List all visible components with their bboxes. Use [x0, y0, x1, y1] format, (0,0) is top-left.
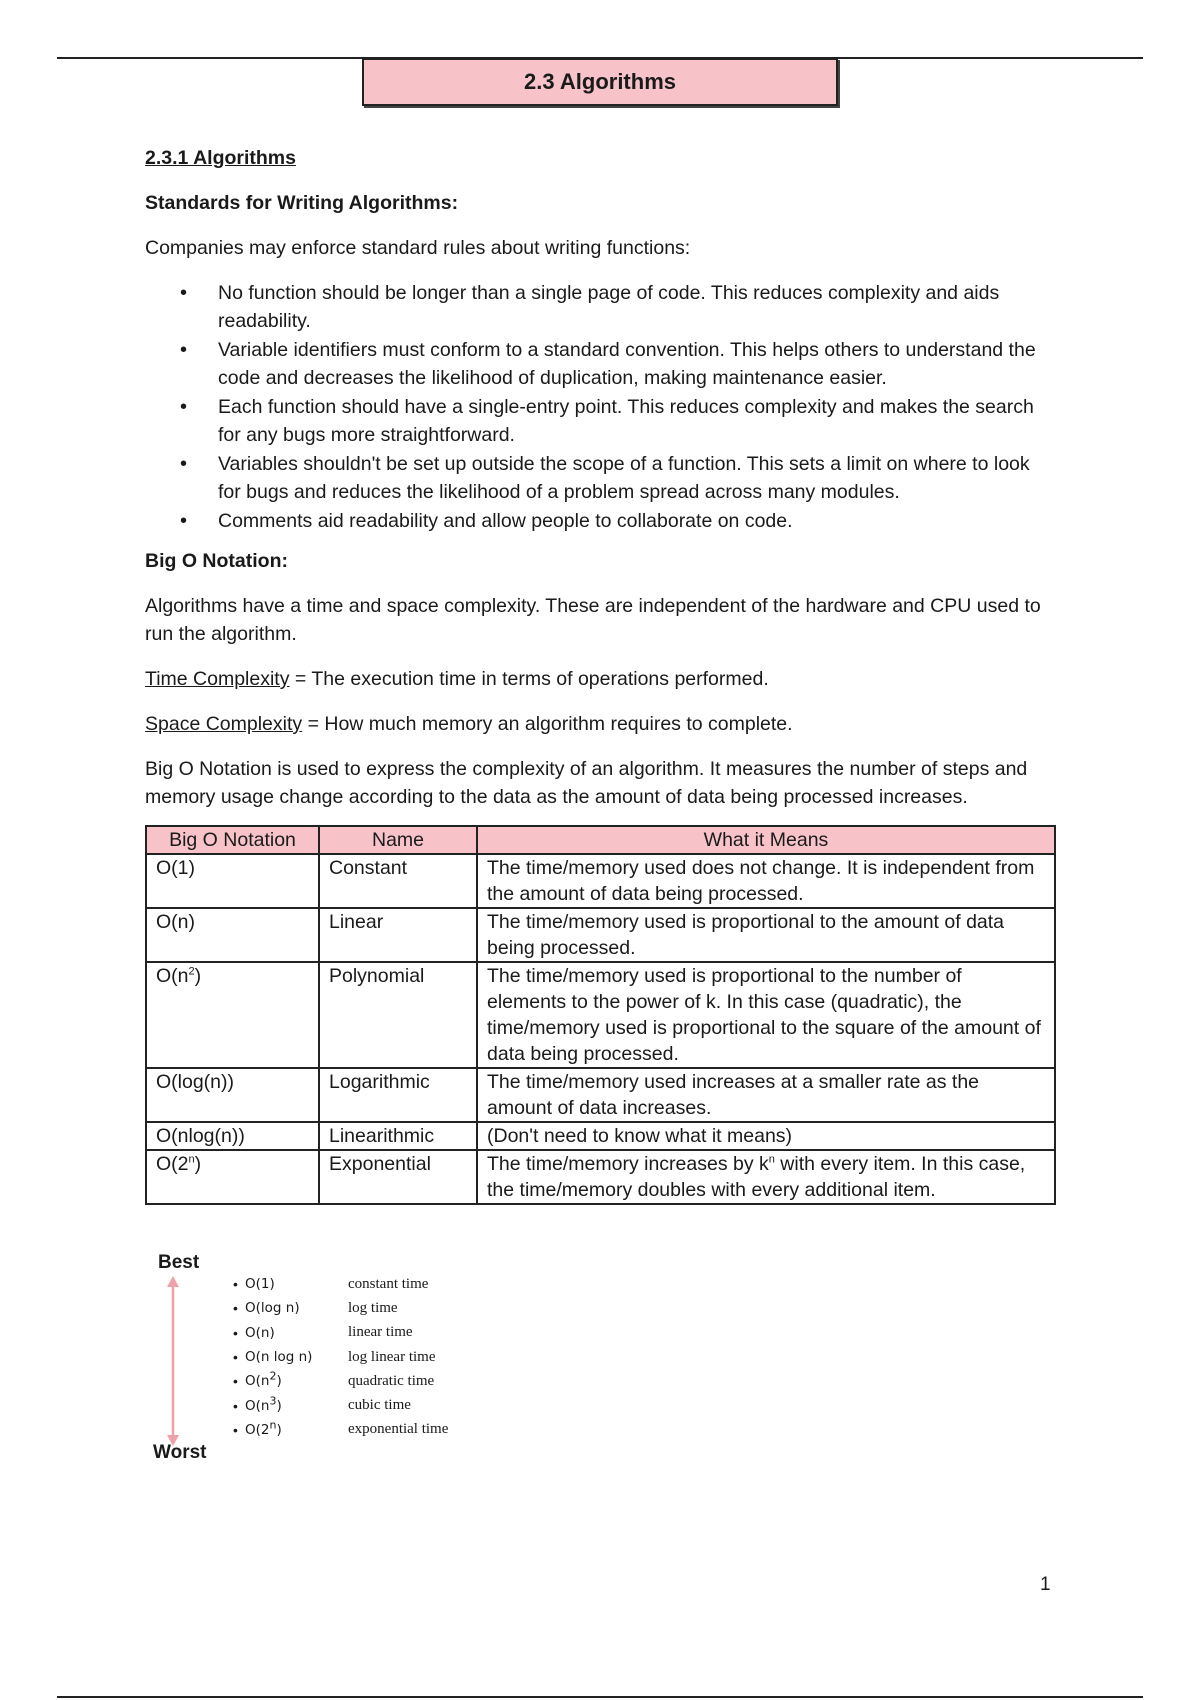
time-complexity-term: Time Complexity: [145, 668, 290, 690]
table-row: [146, 1122, 1055, 1150]
column-header: Name: [319, 826, 477, 854]
page-number: 1: [1040, 1574, 1051, 1595]
name-cell: Logarithmic: [319, 1068, 477, 1122]
standards-list: [145, 279, 1057, 535]
notation-cell: O(n): [146, 908, 319, 962]
list-item: • Each function should have a single-entry point. This reduces complexity and makes the search for any bugs more straightforward.: [218, 393, 1057, 449]
table-row: [146, 854, 1055, 908]
worst-label: Worst: [153, 1442, 207, 1463]
list-item: • O(log n) log time: [233, 1299, 398, 1317]
list-item: • Comments aid readability and allow people to collaborate on code.: [218, 507, 1057, 535]
list-item: • Variable identifiers must conform to a standard convention. This helps others to understand the code and decreases the likelihood of duplication, making maintenance easier.: [218, 336, 1057, 392]
list-item: • O(n) linear time: [233, 1324, 413, 1341]
notation-cell: O(1): [146, 854, 319, 908]
list-item: • No function should be longer than a single page of code. This reduces complexity and aids readability.: [218, 279, 1057, 335]
bigo-table: [145, 825, 1056, 1205]
column-header: What it Means: [477, 826, 1055, 854]
page-title: [362, 58, 838, 106]
table-header-row: [146, 826, 1055, 854]
name-cell: Linearithmic: [319, 1122, 477, 1150]
notation-cell: O(nlog(n)): [146, 1122, 319, 1150]
bottom-rule: [57, 1696, 1143, 1698]
list-item: • $O(n^3)$ cubic time: [233, 1394, 411, 1414]
document-body: [145, 144, 1057, 1205]
meaning-cell: The time/memory used increases at a smaller rate as the amount of data increases.: [477, 1068, 1055, 1122]
section-heading: 2.3.1 Algorithms: [145, 147, 296, 169]
table-row: [146, 908, 1055, 962]
table-row: [146, 1150, 1055, 1204]
best-worst-arrow-icon: [163, 1276, 193, 1446]
name-cell: Polynomial: [319, 962, 477, 1068]
list-item: • $O(n^2)$ quadratic time: [233, 1369, 435, 1390]
time-complexity-definition: [145, 665, 1057, 693]
notation-cell: $O(n^2)$: [146, 962, 319, 1068]
bigo-heading: Big O Notation:: [145, 550, 288, 572]
space-complexity-term: Space Complexity: [145, 713, 303, 735]
table-row: [146, 962, 1055, 1068]
notation-cell: O(log(n)): [146, 1068, 319, 1122]
best-label: Best: [158, 1252, 200, 1273]
name-cell: Exponential: [319, 1150, 477, 1204]
complexity-paragraph: Algorithms have a time and space complexity. These are independent of the hardware and CPU used to run the algorithm.: [145, 595, 1041, 645]
column-header: Big O Notation: [146, 826, 319, 854]
list-item: • O(n log n) log linear time: [233, 1348, 436, 1366]
space-complexity-text: = How much memory an algorithm requires to complete.: [302, 713, 793, 735]
name-cell: Linear: [319, 908, 477, 962]
meaning-cell: (Don't need to know what it means): [477, 1122, 1055, 1150]
bigo-paragraph: Big O Notation is used to express the complexity of an algorithm. It measures the number of steps and memory usage change according to the data as the amount of data being processed increases.: [145, 758, 1028, 808]
complexity-list: [233, 1272, 448, 1442]
list-item: • O(1) constant time: [233, 1275, 429, 1293]
notation-cell: O(2$^n$): [146, 1150, 319, 1204]
name-cell: Constant: [319, 854, 477, 908]
table-row: [146, 1068, 1055, 1122]
page-title-text: 2.3 Algorithms: [524, 69, 676, 94]
list-item: • Variables shouldn't be set up outside the scope of a function. This sets a limit on where to look for bugs and reduces the likelihood of a problem spread across many modules.: [218, 450, 1057, 506]
meaning-cell: The time/memory used does not change. It is independent from the amount of data being processed.: [477, 854, 1055, 908]
meaning-cell: The time/memory used is proportional to the amount of data being processed.: [477, 908, 1055, 962]
time-complexity-text: = The execution time in terms of operations performed.: [289, 668, 769, 690]
complexity-scale: [145, 1250, 545, 1470]
list-item: • O(2$^n$) exponential time: [233, 1418, 449, 1438]
meaning-cell: The time/memory increases by $k^n$ with every item. In this case, the time/memory doubles with every additional item.: [477, 1150, 1055, 1204]
standards-heading: Standards for Writing Algorithms:: [145, 192, 459, 214]
standards-intro: Companies may enforce standard rules about writing functions:: [145, 237, 691, 259]
meaning-cell: The time/memory used is proportional to the number of elements to the power of k. In this case (quadratic), the time/memory used is proportional to the square of the amount of data being processed.: [477, 962, 1055, 1068]
space-complexity-definition: [145, 710, 1057, 738]
